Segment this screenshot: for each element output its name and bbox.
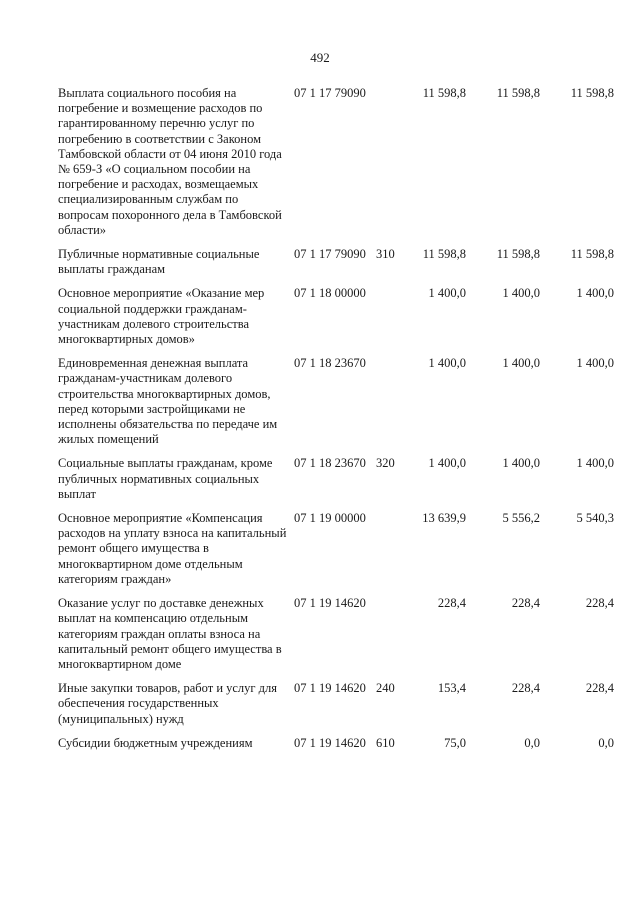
row-value-year-3: 0,0 — [598, 735, 614, 750]
page-number: 492 — [310, 50, 330, 65]
row-value-year-2: 11 598,8 — [496, 86, 540, 100]
row-value-year-3: 1 400,0 — [576, 356, 614, 371]
row-value-year-1: 153,4 — [437, 681, 466, 696]
row-value-year-2: 0,0 — [524, 735, 540, 750]
row-value-year-3: 228,4 — [585, 596, 614, 611]
row-value-year-2: 228,4 — [511, 596, 540, 611]
row-value-year-3: 5 540,3 — [576, 511, 614, 526]
table-row — [0, 286, 640, 347]
row-value-year-1: 75,0 — [444, 735, 466, 750]
row-value-year-2: 5 556,2 — [502, 511, 540, 526]
row-code: 07 1 19 14620 — [294, 596, 366, 611]
row-value-year-3: 11 598,8 — [570, 86, 614, 100]
row-name: Выплата социального пособия на погребение и возмещение расходов по гарантированному перечню услуг по погребению в соответствии с Законом Тамбовской области от 04 июня 2010 года № 659-З «О социальном пособии на погребение и расходах, возмещаемых специализированным службам по вопросам похоронного дела в Тамбовской области» — [58, 86, 282, 237]
row-value-year-2: 228,4 — [511, 681, 540, 696]
row-code: 07 1 17 79090 — [294, 247, 366, 262]
row-value-year-2: 1 400,0 — [502, 286, 540, 301]
row-value-year-1: 228,4 — [437, 596, 466, 611]
row-code: 07 1 19 14620 — [294, 735, 366, 750]
row-value-year-3: 11 598,8 — [570, 247, 614, 262]
table-row — [0, 736, 640, 751]
table-row — [0, 681, 640, 727]
table-row — [0, 247, 640, 277]
row-value-year-3: 228,4 — [585, 681, 614, 696]
row-value-year-1: 1 400,0 — [428, 456, 466, 471]
row-code: 07 1 18 23670 — [294, 456, 366, 471]
row-expense-type: 320 — [376, 456, 395, 471]
row-code: 07 1 17 79090 — [294, 86, 366, 100]
row-code: 07 1 19 14620 — [294, 681, 366, 696]
row-value-year-2: 1 400,0 — [502, 456, 540, 471]
row-name: Основное мероприятие «Оказание мер социальной поддержки гражданам-участникам долевого строительства многоквартирных домов» — [58, 286, 265, 347]
row-value-year-3: 1 400,0 — [576, 286, 614, 301]
row-value-year-1: 1 400,0 — [428, 356, 466, 371]
row-value-year-2: 11 598,8 — [496, 247, 540, 262]
row-name: Публичные нормативные социальные выплаты гражданам — [58, 247, 260, 277]
row-code: 07 1 19 00000 — [294, 511, 366, 526]
row-expense-type: 310 — [376, 247, 395, 262]
row-expense-type: 610 — [376, 735, 395, 750]
table-row — [0, 511, 640, 587]
row-value-year-3: 1 400,0 — [576, 456, 614, 471]
table-row — [0, 356, 640, 447]
row-value-year-2: 1 400,0 — [502, 356, 540, 371]
table-row — [0, 86, 640, 238]
budget-table — [0, 86, 640, 760]
table-row — [0, 456, 640, 502]
row-name: Социальные выплаты гражданам, кроме публичных нормативных социальных выплат — [58, 456, 273, 501]
row-name: Единовременная денежная выплата гражданам-участникам долевого строительства многоквартирных домов, перед которыми застройщиками не исполнены обязательства по передаче им жилых помещений — [58, 356, 278, 447]
row-value-year-1: 11 598,8 — [422, 86, 466, 100]
row-code: 07 1 18 23670 — [294, 356, 366, 371]
row-value-year-1: 11 598,8 — [422, 247, 466, 262]
table-row — [0, 596, 640, 672]
row-expense-type: 240 — [376, 681, 395, 696]
row-value-year-1: 1 400,0 — [428, 286, 466, 301]
row-code: 07 1 18 00000 — [294, 286, 366, 301]
row-name: Оказание услуг по доставке денежных выплат на компенсацию отдельным категориям граждан оплаты взноса на капитальный ремонт общего имущества в многоквартирном доме — [58, 596, 282, 671]
row-name: Основное мероприятие «Компенсация расходов на уплату взноса на капитальный ремонт общего имущества в многоквартирном доме отдельным категориям граждан» — [58, 511, 287, 586]
row-name: Субсидии бюджетным учреждениям — [58, 735, 253, 750]
row-value-year-1: 13 639,9 — [422, 511, 466, 526]
row-name: Иные закупки товаров, работ и услуг для обеспечения государственных (муниципальных) нужд — [58, 681, 278, 726]
